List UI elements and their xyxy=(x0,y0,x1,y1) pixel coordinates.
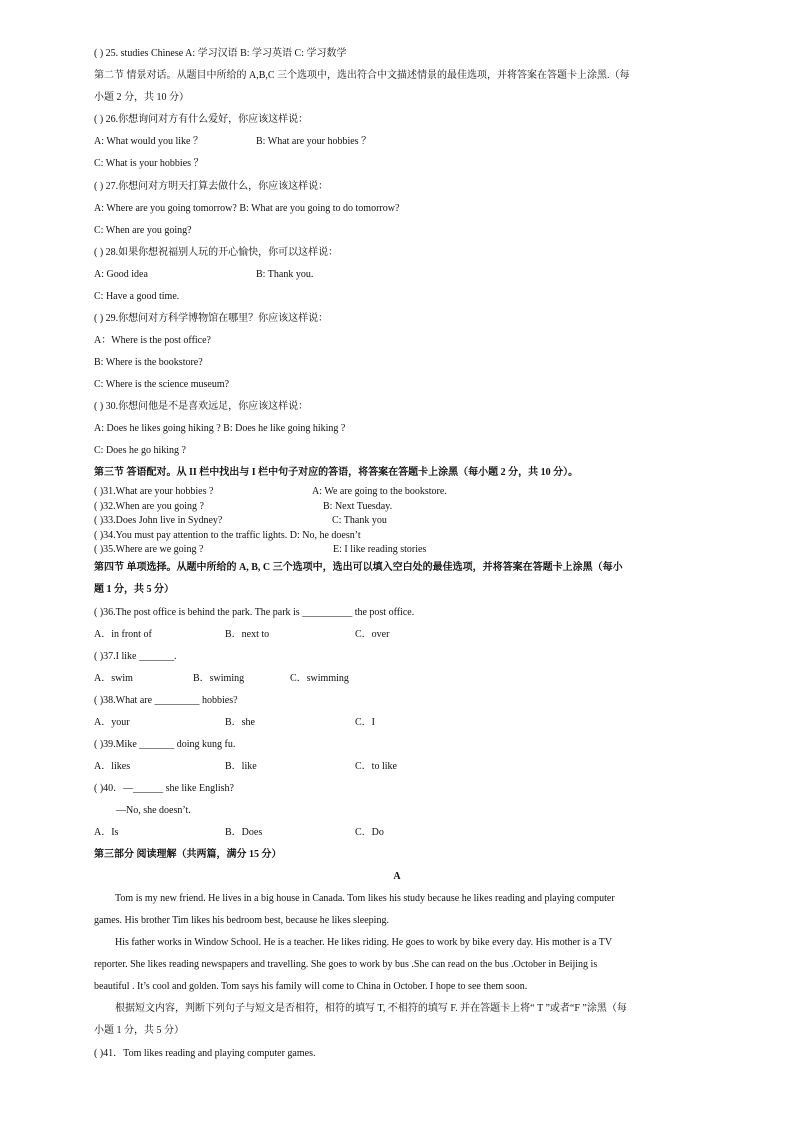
section-4-title: 第四节 单项选择。从题中所给的 A, B, C 三个选项中，选出可以填入空白处的最佳选项，并将答案在答题卡上涂黑（每小 xyxy=(94,562,623,573)
q28-option-a: A: Good idea xyxy=(94,269,148,280)
q36-option-a: A．in front of xyxy=(94,629,152,640)
q26-option-c: C: What is your hobbies ？ xyxy=(94,158,204,169)
q38-option-a: A．your xyxy=(94,717,130,728)
passage-para-1-line-1: Tom is my new friend. He lives in a big house in Canada. Tom likes his study because he likes reading and playing computer xyxy=(115,893,615,904)
question-25: ( ) 25. studies Chinese A: 学习汉语 B: 学习英语 C: 学习数学 xyxy=(94,48,347,59)
instruction: 根据短文内容，判断下列句子与短文是否相符，相符的填写 T, 不相符的填写 F. 并在答题卡上将“ T ”或者“F ”涂黑（每 xyxy=(115,1003,627,1014)
question-30: ( ) 30.你想问他是不是喜欢远足，你应该这样说： xyxy=(94,401,309,412)
question-38: ( )38.What are _________ hobbies? xyxy=(94,695,238,706)
section-2-title-cont: 小题 2 分，共 10 分） xyxy=(94,92,189,103)
question-28: ( ) 28.如果你想祝福别人玩的开心愉快，你可以这样说： xyxy=(94,247,339,258)
q40-option-c: C．Do xyxy=(355,827,384,838)
q39-option-c: C．to like xyxy=(355,761,397,772)
question-34: ( )34.You must pay attention to the traffic lights. D: No, he doesn’t xyxy=(94,530,361,541)
q30-options-ab: A: Does he likes going hiking ? B: Does he like going hiking ? xyxy=(94,423,346,434)
reply-c: C: Thank you xyxy=(332,515,387,526)
q38-option-b: B．she xyxy=(225,717,255,728)
q36-option-c: C．over xyxy=(355,629,390,640)
passage-a-title: A xyxy=(393,871,401,882)
question-33: ( )33.Does John live in Sydney? xyxy=(94,515,223,526)
passage-para-2-line-3: beautiful . It’s cool and golden. Tom says his family will come to China in October. I hope to see them soon. xyxy=(94,981,528,992)
q29-option-a: A：Where is the post office? xyxy=(94,335,211,346)
instruction-cont: 小题 1 分，共 5 分） xyxy=(94,1025,184,1036)
passage-para-2-line-2: reporter. She likes reading newspapers and travelling. She goes to work by bus .She can read on the bus .October in Beijing is xyxy=(94,959,598,970)
q29-option-b: B: Where is the bookstore? xyxy=(94,357,203,368)
q40-response: —No, she doesn’t. xyxy=(116,805,191,816)
section-2-title: 第二节 情景对话。从题目中所给的 A,B,C 三个选项中，选出符合中文描述情景的最佳选项，并将答案在答题卡上涂黑.（每 xyxy=(94,70,630,81)
question-36: ( )36.The post office is behind the park. The park is __________ the post office. xyxy=(94,607,415,618)
section-4-title-cont: 题 1 分，共 5 分） xyxy=(94,584,174,595)
q37-option-a: A．swim xyxy=(94,673,133,684)
q40-option-a: A．Is xyxy=(94,827,119,838)
question-32: ( )32.When are you going ? xyxy=(94,501,204,512)
section-3-title: 第三节 答语配对。从 II 栏中找出与 I 栏中句子对应的答语，将答案在答题卡上涂黑（每小题 2 分，共 10 分）。 xyxy=(94,467,579,478)
q27-options-ab: A: Where are you going tomorrow? B: What are you going to do tomorrow? xyxy=(94,203,400,214)
question-29: ( ) 29.你想问对方科学博物馆在哪里？你应该这样说： xyxy=(94,313,329,324)
question-39: ( )39.Mike _______ doing kung fu. xyxy=(94,739,236,750)
q27-option-c: C: When are you going? xyxy=(94,225,192,236)
q37-option-b: B．swiming xyxy=(193,673,245,684)
q29-option-c: C: Where is the science museum? xyxy=(94,379,230,390)
question-31: ( )31.What are your hobbies ? xyxy=(94,486,214,497)
question-41: ( )41．Tom likes reading and playing computer games. xyxy=(94,1048,316,1059)
q28-option-c: C: Have a good time. xyxy=(94,291,180,302)
question-37: ( )37.I like _______. xyxy=(94,651,177,662)
passage-para-1-line-2: games. His brother Tim likes his bedroom best, because he likes sleeping. xyxy=(94,915,389,926)
q28-option-b: B: Thank you. xyxy=(256,269,314,280)
passage-para-2-line-1: His father works in Window School. He is a teacher. He likes riding. He goes to work by bike every day. His mother is a TV xyxy=(115,937,613,948)
question-35: ( )35.Where are we going ? xyxy=(94,544,204,555)
q37-option-c: C．swimming xyxy=(290,673,349,684)
reply-a: A: We are going to the bookstore. xyxy=(312,486,447,497)
q38-option-c: C．I xyxy=(355,717,375,728)
reply-e: E: I like reading stories xyxy=(333,544,427,555)
part-3-title: 第三部分 阅读理解（共两篇，满分 15 分） xyxy=(94,849,282,860)
q26-option-b: B: What are your hobbies ？ xyxy=(256,136,372,147)
reply-b: B: Next Tuesday. xyxy=(323,501,393,512)
q26-option-a: A: What would you like ？ xyxy=(94,136,203,147)
q40-option-b: B．Does xyxy=(225,827,263,838)
question-27: ( ) 27.你想问对方明天打算去做什么，你应该这样说： xyxy=(94,181,329,192)
question-40: ( )40．—______ she like English? xyxy=(94,783,234,794)
q36-option-b: B．next to xyxy=(225,629,270,640)
q30-option-c: C: Does he go hiking ? xyxy=(94,445,186,456)
q39-option-b: B．like xyxy=(225,761,257,772)
question-26: ( ) 26.你想询问对方有什么爱好，你应该这样说： xyxy=(94,114,309,125)
q39-option-a: A．likes xyxy=(94,761,131,772)
